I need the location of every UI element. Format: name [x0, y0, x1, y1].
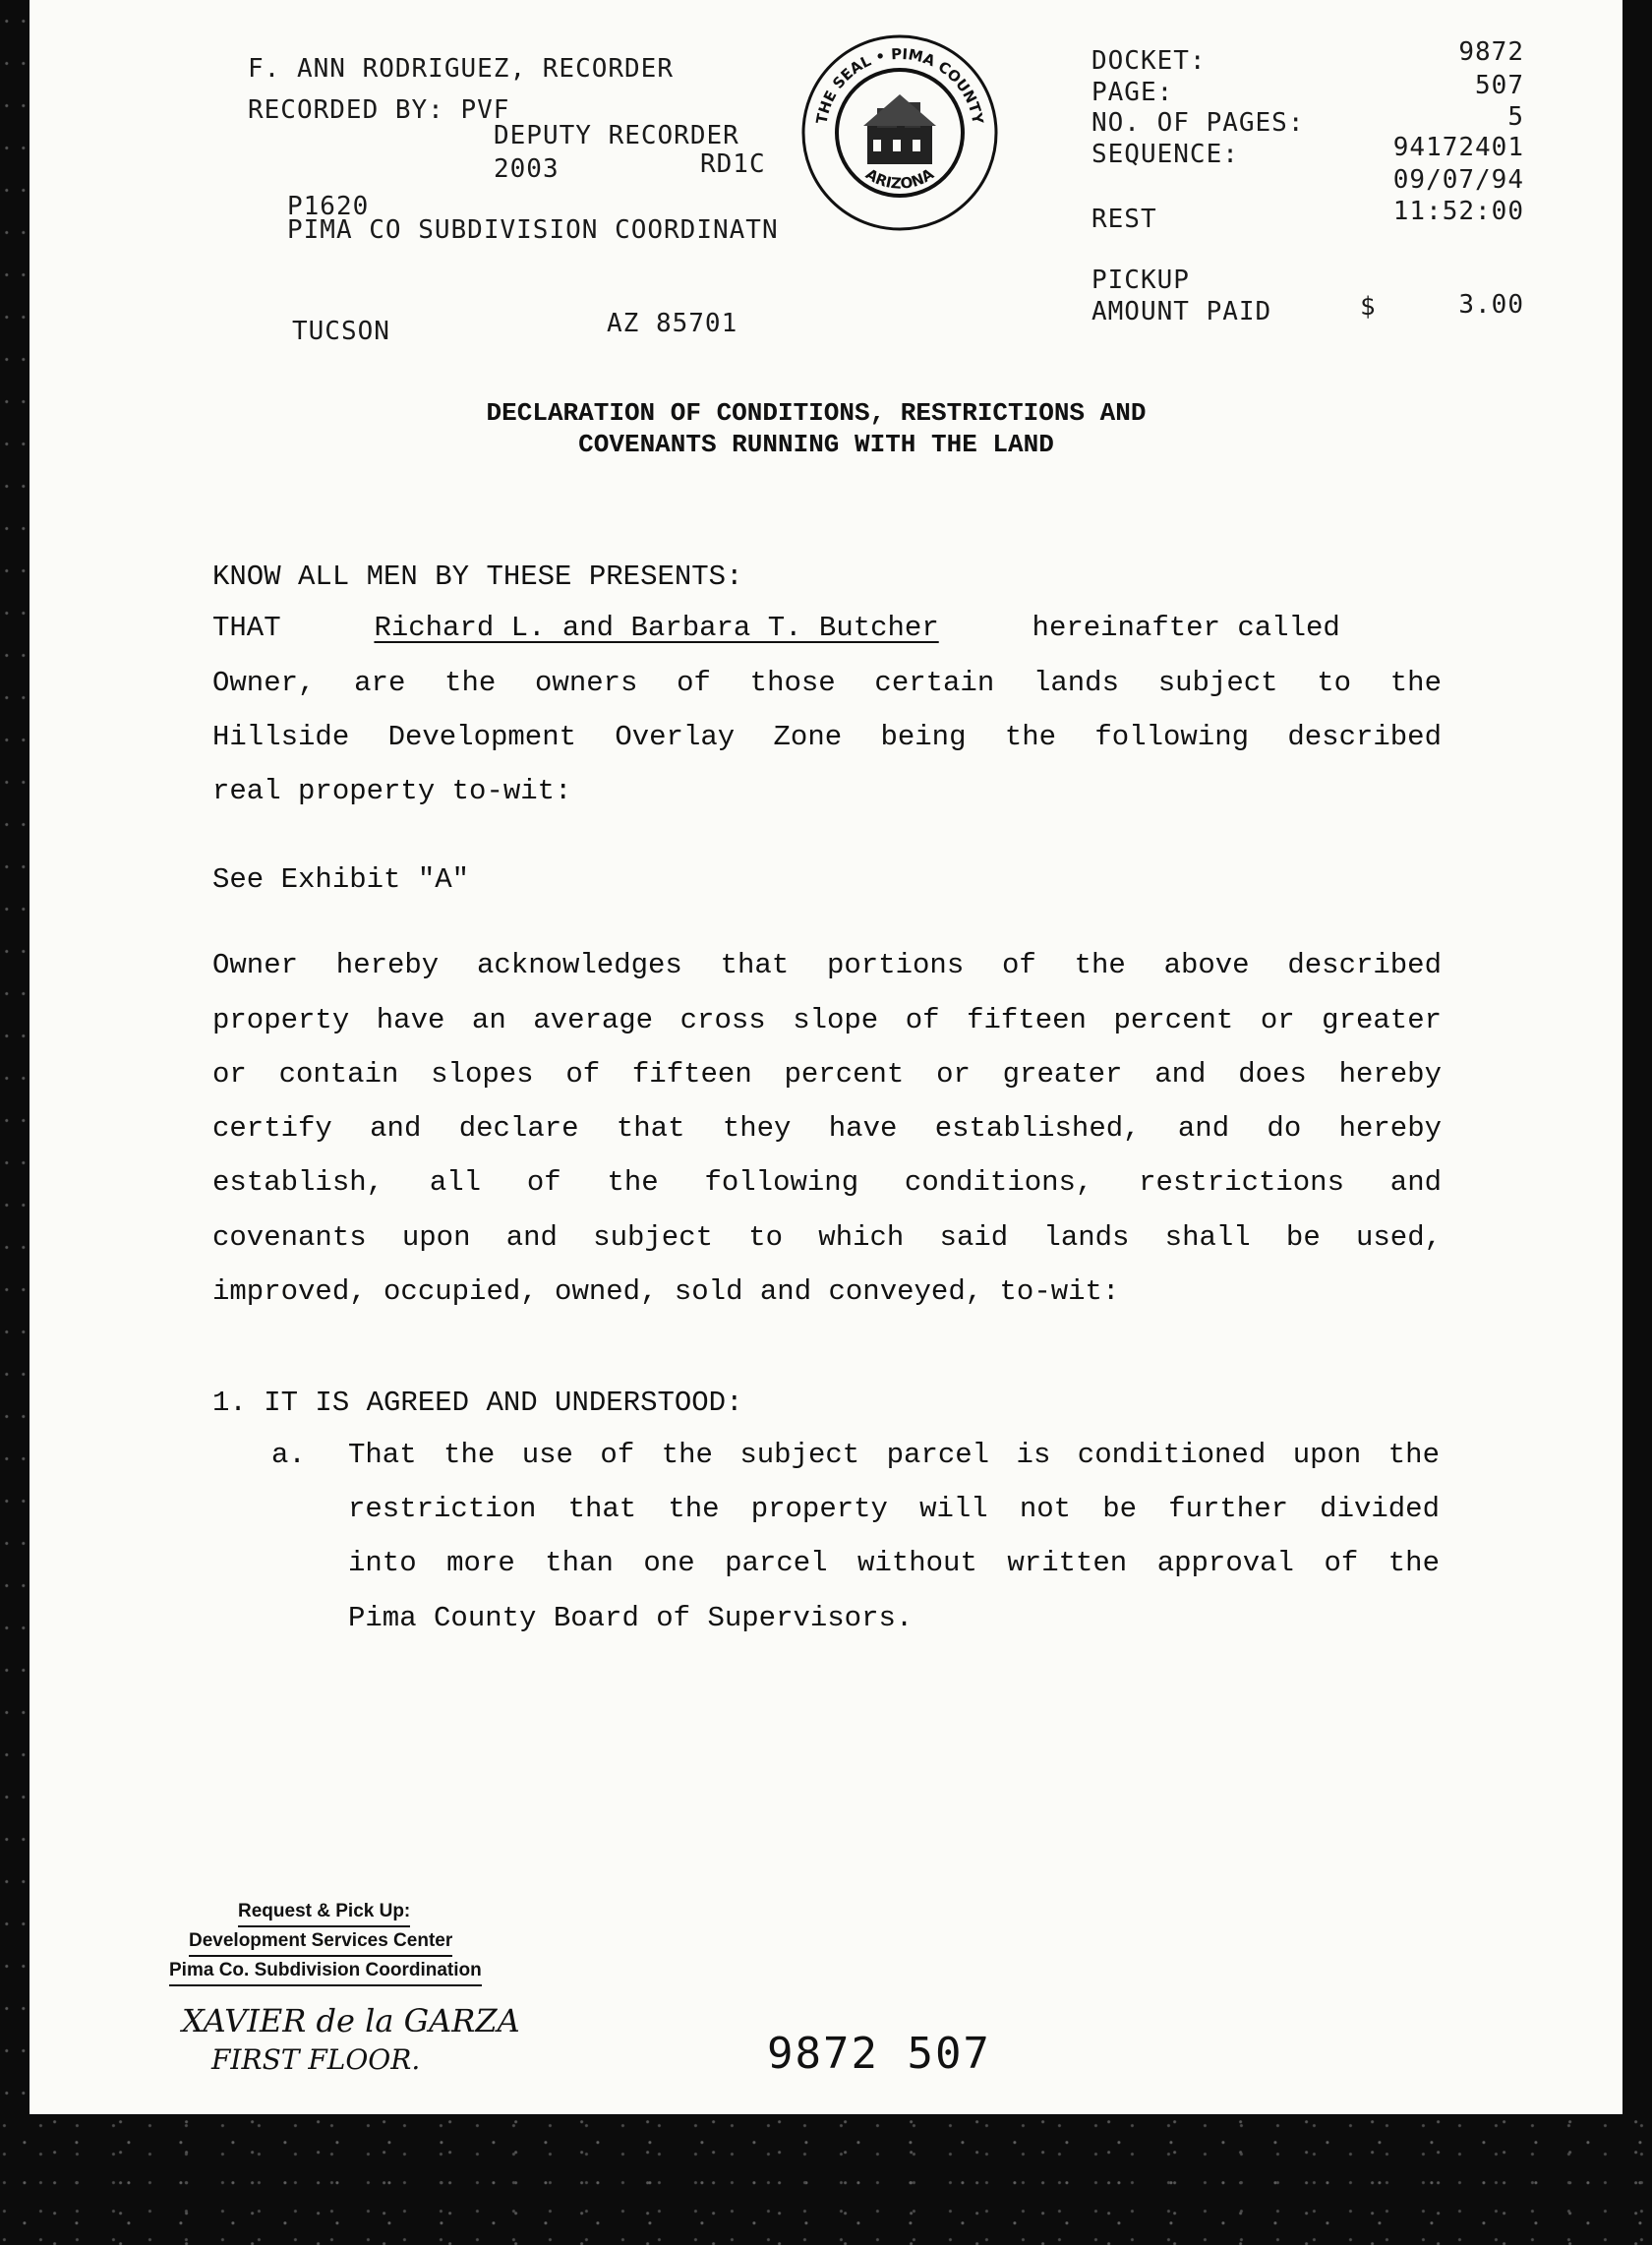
seal-top-text: THE SEAL • PIMA COUNTY: [812, 44, 987, 126]
item-a-marker: a.: [271, 1439, 306, 1471]
p-code: P1620: [287, 192, 370, 221]
that-word: THAT: [212, 612, 281, 644]
page-label: PAGE:: [1092, 78, 1174, 107]
item-a-line2: restriction that the property will not be further divided: [348, 1493, 1440, 1525]
handwritten-name: XAVIER de la GARZA: [182, 2002, 520, 2039]
deputy-recorder: DEPUTY RECORDER: [494, 121, 739, 150]
footer-docket-page: 9872 507: [767, 2029, 991, 2079]
owner-names: Richard L. and Barbara T. Butcher: [374, 612, 939, 644]
subdivision-coordinator: PIMA CO SUBDIVISION COORDINATN: [287, 215, 779, 245]
acknowledgment-line5: establish, all of the following conditions, restrictions and: [212, 1166, 1442, 1199]
state-zip: AZ 85701: [607, 309, 738, 338]
acknowledgment-line1: Owner hereby acknowledges that portions of the above described: [212, 949, 1442, 981]
no-of-pages-label: NO. OF PAGES:: [1092, 108, 1305, 138]
hereinafter-text: hereinafter called: [1032, 612, 1340, 644]
record-date: 09/07/94: [1392, 165, 1524, 195]
recorded-by: RECORDED BY: PVF: [248, 95, 510, 125]
sequence-label: SEQUENCE:: [1092, 140, 1239, 169]
owner-clause-line4: real property to-wit:: [212, 775, 572, 807]
acknowledgment-line2: property have an average cross slope of fifteen percent or greater: [212, 1004, 1442, 1036]
handwritten-floor: FIRST FLOOR.: [211, 2043, 421, 2076]
acknowledgment-line7: improved, occupied, owned, sold and conveyed, to-wit:: [212, 1275, 1120, 1308]
item-a-line4: Pima County Board of Supervisors.: [348, 1602, 914, 1634]
section-1-heading: 1. IT IS AGREED AND UNDERSTOOD:: [212, 1387, 743, 1419]
scan-noise-bottom: [0, 2114, 1652, 2245]
page-value: 507: [1475, 71, 1524, 100]
document-title-line2: COVENANTS RUNNING WITH THE LAND: [578, 430, 1054, 459]
stamp-line2: Development Services Center: [189, 1927, 452, 1957]
code-rd1c: RD1C: [700, 149, 766, 179]
amount-paid-value: 3.00: [1458, 290, 1524, 320]
pickup-stamp: [169, 1898, 513, 1986]
stamp-line3: Pima Co. Subdivision Coordination: [169, 1957, 482, 1986]
currency-symbol: $: [1360, 292, 1377, 322]
code-2003: 2003: [494, 154, 560, 184]
acknowledgment-line6: covenants upon and subject to which said lands shall be used,: [212, 1221, 1442, 1254]
acknowledgment-line4: certify and declare that they have established, and do hereby: [212, 1112, 1442, 1145]
pickup-label: PICKUP: [1092, 266, 1190, 295]
scan-noise-left: [0, 0, 30, 2114]
owner-clause-line1: [212, 612, 1442, 644]
acknowledgment-line3: or contain slopes of fifteen percent or greater and does hereby: [212, 1058, 1442, 1091]
document-title-line1: DECLARATION OF CONDITIONS, RESTRICTIONS AND: [486, 398, 1147, 428]
recorder-name: F. ANN RODRIGUEZ, RECORDER: [248, 54, 674, 84]
seal-bottom-text: ARIZONA: [862, 164, 937, 193]
owner-clause-line2: Owner, are the owners of those certain lands subject to the: [212, 667, 1442, 699]
city: TUCSON: [292, 317, 390, 346]
owner-clause-line3: Hillside Development Overlay Zone being the following described: [212, 721, 1442, 753]
know-all-men: KNOW ALL MEN BY THESE PRESENTS:: [212, 561, 743, 593]
exhibit-reference: See Exhibit "A": [212, 863, 470, 896]
record-time: 11:52:00: [1392, 197, 1524, 226]
docket-label: DOCKET:: [1092, 46, 1207, 76]
rest-label: REST: [1092, 205, 1157, 234]
stamp-line1: Request & Pick Up:: [238, 1898, 410, 1927]
item-a-line1: That the use of the subject parcel is conditioned upon the: [348, 1439, 1440, 1471]
no-of-pages-value: 5: [1507, 102, 1524, 132]
sequence-value: 94172401: [1392, 133, 1524, 162]
item-a-line3: into more than one parcel without written approval of the: [348, 1547, 1440, 1579]
amount-paid-label: AMOUNT PAID: [1092, 297, 1272, 326]
seal-building-icon: [863, 94, 936, 164]
pima-county-seal: [798, 31, 1001, 234]
docket-value: 9872: [1458, 37, 1524, 67]
